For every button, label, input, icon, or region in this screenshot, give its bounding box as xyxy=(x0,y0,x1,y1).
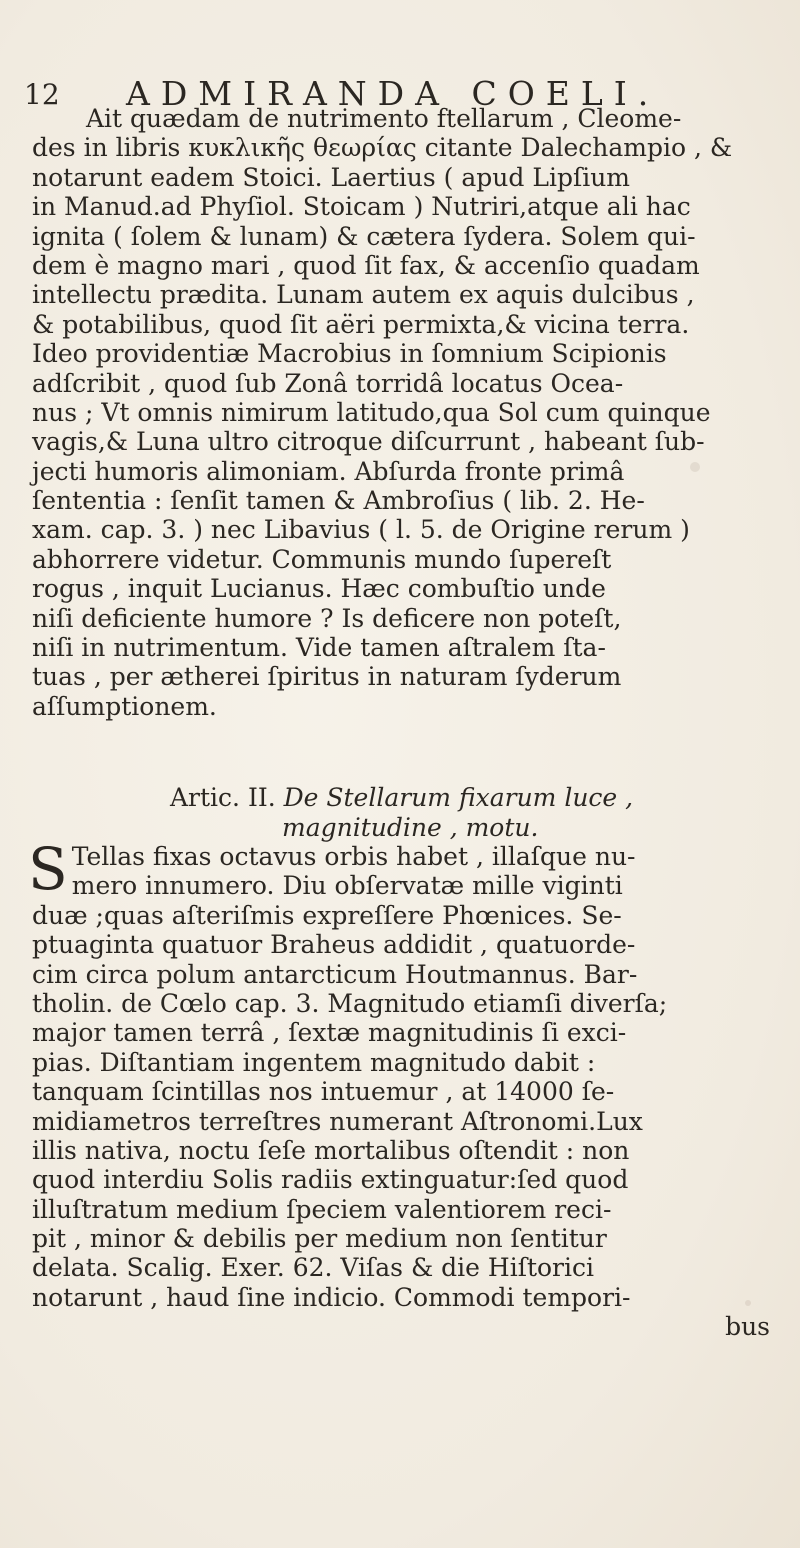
text-line: cim circa polum antarcticum Houtmannus. Bar- xyxy=(32,959,638,989)
text-line: notarunt eadem Stoici. Laertius ( apud Lipſium xyxy=(32,162,630,192)
text-line: vagis,& Luna ultro citroque diſcurrunt , habeant ſub- xyxy=(32,427,705,457)
text-line: midiametros terreſtres numerant Aſtronomi.Lux xyxy=(32,1106,643,1136)
text-line: tuas , per ætherei ſpiritus in naturam ſyderum xyxy=(32,662,622,692)
text-line: dem è magno mari , quod ſit fax, & accenſio quadam xyxy=(32,250,700,280)
text-line: tanquam ſcintillas nos intuemur , at 14000 ſe- xyxy=(32,1077,615,1107)
text-line: Ideo providentiæ Macrobius in ſomnium Scipionis xyxy=(32,339,667,369)
text-line: tholin. de Cœlo cap. 3. Magnitudo etiamſi diverſa; xyxy=(32,988,668,1018)
page-body xyxy=(28,104,780,1342)
text-line: quod interdiu Solis radiis extinguatur:ſed quod xyxy=(32,1165,629,1195)
paragraph-nutrimentum xyxy=(32,104,780,721)
text-line: intellectu prædita. Lunam autem ex aquis dulcibus , xyxy=(32,280,695,310)
text-line: mero innumero. Diu obſervatæ mille viginti xyxy=(71,871,623,901)
text-line: illis nativa, noctu ſeſe mortalibus oſtendit : non xyxy=(32,1135,630,1165)
running-title: ADMIRANDA COELI. xyxy=(126,74,660,113)
text-line: nus ; Vt omnis nimirum latitudo,qua Sol cum quinque xyxy=(32,397,711,427)
article-title: De Stellarum fixarum luce , xyxy=(283,783,634,813)
drop-cap: S xyxy=(28,834,68,903)
text-line: aſſumptionem. xyxy=(32,691,217,721)
text-line: ptuaginta quatuor Braheus addidit , quatuorde- xyxy=(32,930,636,960)
text-line: ſententia : ſenſit tamen & Ambroſius ( lib. 2. He- xyxy=(32,486,645,516)
text-line: delata. Scalig. Exer. 62. Viſas & die Hiſtorici xyxy=(32,1253,594,1283)
article-heading xyxy=(32,783,780,842)
text-line: illuſtratum medium ſpeciem valentiorem reci- xyxy=(32,1194,612,1224)
text-line: ignita ( ſolem & lunam) & cætera ſydera. Solem qui- xyxy=(32,221,696,251)
text-line: duæ ;quas aſteriſmis expreſſere Phœnices. Se- xyxy=(32,900,622,930)
catchword: bus xyxy=(725,1312,770,1342)
text-line: pias. Diſtantiam ingentem magnitudo dabit : xyxy=(32,1047,596,1077)
text-line: notarunt , haud ſine indicio. Commodi tempori- xyxy=(32,1282,631,1312)
text-line: in Manud.ad Phyſiol. Stoicam ) Nutriri,atque ali hac xyxy=(32,192,691,222)
text-line: pit , minor & debilis per medium non ſentitur xyxy=(32,1224,607,1254)
text-line: niſi in nutrimentum. Vide tamen aſtralem ſta- xyxy=(32,633,606,663)
paper-stain xyxy=(690,462,700,472)
text-line: Ait quædam de nutrimento ftellarum , Cleome- xyxy=(86,104,682,133)
text-line: Tellas fixas octavus orbis habet , illaſque nu- xyxy=(71,841,636,871)
text-line: niſi deficiente humore ? Is deficere non poteſt, xyxy=(32,603,622,633)
article-subtitle: magnitudine , motu. xyxy=(282,812,539,842)
paper-stain xyxy=(745,1300,751,1306)
text-line: major tamen terrâ , ſextæ magnitudinis ſi exci- xyxy=(32,1018,627,1048)
text-line: jecti humoris alimoniam. Abſurda fronte primâ xyxy=(32,456,625,486)
text-line: xam. cap. 3. ) nec Libavius ( l. 5. de Origine rerum ) xyxy=(32,515,690,545)
text-line: abhorrere videtur. Communis mundo ſupereſt xyxy=(32,544,612,574)
text-line: & potabilibus, quod ſit aëri permixta,& vicina terra. xyxy=(32,309,690,339)
text-line: des in libris κυκλικῆς θεωρίας citante Dalechampio , & xyxy=(32,133,733,163)
section-gap xyxy=(32,721,780,783)
paragraph-stellae-fixae xyxy=(28,834,780,1312)
text-line: rogus , inquit Lucianus. Hæc combuſtio unde xyxy=(32,574,606,604)
page-number: 12 xyxy=(24,78,60,111)
article-number: Artic. II. xyxy=(170,783,276,813)
text-line: adſcribit , quod ſub Zonâ torridâ locatus Ocea- xyxy=(32,368,624,398)
